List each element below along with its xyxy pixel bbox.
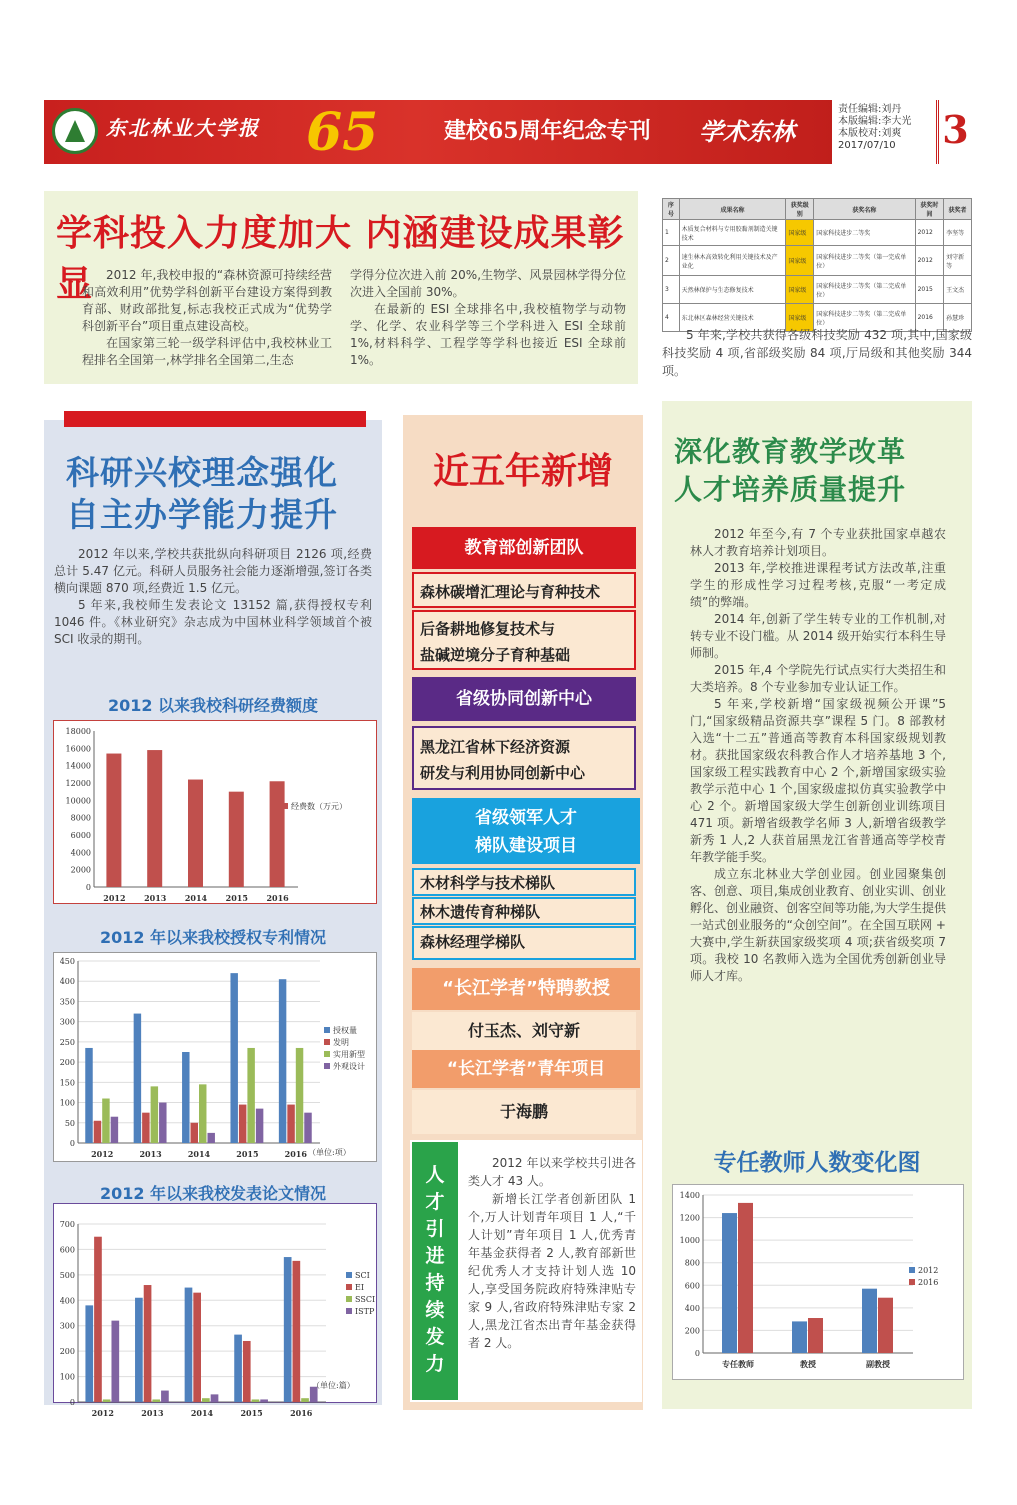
- top-article: [44, 191, 638, 384]
- legend-label: 发明: [333, 1038, 349, 1047]
- bar: [279, 979, 286, 1143]
- center-title: 省级协同创新中心: [412, 677, 636, 721]
- bar: [134, 1014, 141, 1143]
- chart1-title: 2012 以来我校科研经费额度: [107, 696, 319, 715]
- leader-item-3: 森林经理学梯队: [412, 926, 636, 960]
- masthead: [44, 100, 972, 164]
- legend-label: ISTP: [355, 1307, 375, 1316]
- legend-swatch: [324, 1051, 330, 1057]
- bar: [182, 1052, 189, 1143]
- legend-label: 授权量: [333, 1026, 357, 1035]
- special-issue-title: 建校65周年纪念专刊: [444, 118, 651, 144]
- y-tick-label: 150: [59, 1078, 75, 1088]
- x-tick-label: 2014: [187, 1149, 211, 1159]
- legend-swatch: [324, 1063, 330, 1069]
- bar: [193, 1293, 201, 1402]
- leader-item-2: 林木遗传育种梯队: [412, 897, 636, 925]
- university-logo-icon: [52, 108, 98, 154]
- bar: [229, 792, 244, 887]
- y-tick-label: 4000: [70, 848, 91, 858]
- table-row: 3 天然林保护与生态修复技术 国家级 国家科技进步二等奖（第二完成单位） 2015 王文杰: [663, 276, 972, 304]
- bar: [230, 973, 237, 1143]
- bar: [135, 1298, 143, 1402]
- y-tick-label: 1400: [679, 1191, 700, 1200]
- chart2-patents: [53, 952, 377, 1162]
- bar: [738, 1203, 753, 1353]
- bar: [151, 1086, 158, 1143]
- chart3-papers: [53, 1203, 377, 1418]
- bar: [722, 1213, 737, 1353]
- bar: [111, 1117, 118, 1143]
- legend-swatch: [346, 1284, 352, 1290]
- x-tick-label: 2013: [141, 1408, 164, 1418]
- page-number: 3: [936, 100, 972, 164]
- legend-label: 经费数（万元）: [291, 802, 347, 811]
- bar: [191, 1123, 198, 1143]
- bar: [102, 1099, 109, 1143]
- bar: [296, 1048, 303, 1143]
- bar: [185, 1288, 193, 1402]
- bar: [878, 1298, 893, 1353]
- x-tick-label: 专任教师: [722, 1359, 754, 1369]
- leader-title: 省级领军人才 梯队建设项目: [412, 798, 640, 864]
- y-tick-label: 12000: [65, 779, 91, 788]
- left-article-text: 2012 年以来,学校共获批纵向科研项目 2126 项,经费总计 5.47 亿元。科研人员服务社会能力逐渐增强,签订各类横向课题 870 项,经费近 1.5 亿元。 5 年来,我校师生发表论文 13152 篇,获得授权专利 1046 件。《林业研究》杂志成为中国林业科学领域首个被 SCI 收录的期刊。: [54, 547, 372, 646]
- x-tick-label: 2012: [91, 1408, 114, 1418]
- x-tick-label: 2013: [144, 893, 167, 903]
- bar: [202, 1398, 210, 1402]
- chart2-title: 2012 年以来我校授权专利情况: [99, 928, 327, 947]
- legend-label: EI: [355, 1283, 364, 1292]
- bar: [144, 1285, 152, 1402]
- y-tick-label: 2000: [70, 865, 91, 875]
- paper-name: 东北林业大学报: [106, 116, 260, 140]
- award-table-header: 序号 成果名称 获奖级别 获奖名称 获奖时间 获奖者: [663, 199, 972, 220]
- bar: [301, 1398, 309, 1402]
- bar: [103, 1399, 111, 1402]
- chart4-title: 专任教师人数变化图: [713, 1149, 921, 1176]
- red-divider-bar: [64, 411, 366, 427]
- x-tick-label: 2016: [266, 893, 289, 903]
- talent-vertical-title: 人才引进持续发力: [412, 1142, 458, 1400]
- y-tick-label: 50: [64, 1118, 75, 1128]
- changjiang-youth-title: “长江学者”青年项目: [412, 1050, 640, 1088]
- y-tick-label: 18000: [65, 727, 91, 736]
- x-tick-label: 2014: [184, 893, 208, 903]
- right-headline: 深化教育教学改革 人才培养质量提升: [674, 435, 907, 506]
- legend-swatch: [909, 1267, 915, 1273]
- legend-label: 2016: [918, 1278, 939, 1287]
- legend-swatch: [346, 1296, 352, 1302]
- y-tick-label: 400: [59, 1296, 75, 1306]
- bar: [85, 1048, 92, 1143]
- y-tick-label: 100: [59, 1372, 75, 1382]
- y-tick-label: 8000: [70, 813, 91, 823]
- bar: [207, 1133, 214, 1143]
- y-tick-label: 1200: [679, 1213, 700, 1223]
- bar: [256, 1109, 263, 1143]
- y-tick-label: 700: [59, 1220, 75, 1229]
- chart1-funding: [53, 720, 377, 904]
- left-headline: 科研兴校理念强化 自主办学能力提升: [66, 453, 338, 534]
- legend-swatch: [324, 1027, 330, 1033]
- y-tick-label: 200: [59, 1058, 75, 1068]
- bar: [304, 1113, 311, 1143]
- x-tick-label: 教授: [800, 1359, 816, 1369]
- legend-swatch: [346, 1272, 352, 1278]
- legend-swatch: [346, 1308, 352, 1314]
- bar: [862, 1289, 877, 1353]
- bar: [142, 1113, 149, 1143]
- team-title: 教育部创新团队: [412, 527, 636, 569]
- top-article-col1: 2012 年,我校申报的“森林资源可持续经营和高效利用”优势学科创新平台建设方案得到教育部、财政部批复,标志我校正式成为“优势学科创新平台”项目重点建设高校。 在国家第三轮一级学科评估中,我校林业工程排名全国第一,林学排名全国第二,生态: [82, 268, 332, 367]
- y-tick-label: 200: [59, 1347, 75, 1357]
- y-tick-label: 400: [684, 1303, 700, 1313]
- y-tick-label: 0: [69, 1139, 75, 1148]
- x-tick-label: 2016: [290, 1408, 313, 1418]
- bar: [199, 1084, 206, 1143]
- legend-swatch: [282, 803, 288, 809]
- bar: [234, 1335, 242, 1402]
- table-row: 4 东北林区森林经营关键技术 国家级 国家科技进步二等奖（第二完成单位） 2016 孙慧珍: [663, 304, 972, 332]
- center-items: 黑龙江省林下经济资源 研发与利用协同创新中心: [412, 726, 636, 790]
- talent-box: [410, 1140, 642, 1402]
- y-tick-label: 1000: [679, 1236, 700, 1246]
- changjiang-title: “长江学者”特聘教授: [412, 968, 640, 1010]
- legend-label: SSCI: [355, 1295, 376, 1304]
- x-tick-label: 副教授: [866, 1359, 890, 1369]
- chart3-title: 2012 年以来我校发表论文情况: [99, 1184, 327, 1203]
- y-tick-label: 16000: [65, 744, 91, 754]
- legend-swatch: [909, 1279, 915, 1285]
- x-tick-label: 2012: [103, 893, 126, 903]
- bar: [94, 1121, 101, 1143]
- y-tick-label: 350: [59, 997, 75, 1007]
- y-tick-label: 300: [59, 1017, 75, 1027]
- x-tick-label: 2015: [225, 893, 248, 903]
- x-tick-label: 2014: [190, 1408, 214, 1418]
- y-tick-label: 200: [684, 1326, 700, 1336]
- bar: [270, 781, 285, 887]
- award-table: [662, 198, 972, 332]
- y-tick-label: 600: [684, 1281, 700, 1291]
- x-tick-label: 2012: [91, 1149, 114, 1159]
- bar: [159, 1103, 166, 1143]
- x-tick-label: 2015: [240, 1408, 263, 1418]
- y-tick-label: 10000: [65, 796, 91, 806]
- bar: [243, 1341, 251, 1402]
- bar: [152, 1399, 160, 1402]
- editor-credits: 责任编辑:刘丹 本版编辑:李大光 本版校对:刘爽 2017/07/10: [832, 100, 936, 164]
- x-tick-label: 2016: [284, 1149, 307, 1159]
- bar: [147, 750, 162, 887]
- y-tick-label: 100: [59, 1098, 75, 1108]
- bar: [239, 1105, 246, 1143]
- team-item-1: 森林碳增汇理论与育种技术: [412, 572, 636, 608]
- chart4-teachers: [672, 1184, 964, 1380]
- x-tick-label: 2013: [139, 1149, 162, 1159]
- y-tick-label: 500: [59, 1270, 75, 1280]
- legend-label: SCI: [355, 1271, 370, 1280]
- bar: [106, 754, 121, 887]
- bar: [161, 1391, 169, 1402]
- leader-item-1: 木材科学与技术梯队: [412, 868, 636, 896]
- bar: [94, 1237, 102, 1402]
- bar: [287, 1105, 294, 1143]
- y-tick-label: 400: [59, 977, 75, 987]
- table-row: 2 速生林木高效转化利用关键技术及产业化 国家级 国家科技进步二等奖（第一完成单位） 2012 刘守新等: [663, 246, 972, 276]
- bar: [284, 1257, 292, 1402]
- legend-label: 实用新型: [333, 1050, 365, 1059]
- y-tick-label: 600: [59, 1245, 75, 1255]
- top-headline: 学科投入力度加大 内涵建设成果彰显: [56, 212, 625, 305]
- table-row: 1 木质复合材料与专用胶黏剂制造关键技术 国家级 国家科技进步二等奖 2012 李坚等: [663, 220, 972, 246]
- bar: [260, 1399, 268, 1402]
- y-tick-label: 0: [694, 1349, 700, 1358]
- bar: [293, 1261, 301, 1402]
- right-article-text: 2012 年至今,有 7 个专业获批国家卓越农林人才教育培养计划项目。 2013 年,学校推进课程考试方法改革,注重学生的形成性学习过程考核,克服“一考定成绩”的弊端。 2014 年,创新了学生转专业的工作机制,对转专业不设门槛。从 2014 级开始实行本科生导师制。 2015 年,4 个学院先行试点实行大类招生和大类培养。8 个专业参加专业认证工作。 5 年来,学校新增“国家级视频公开课”5 门,“国家级精品资源共享”课程 5 门。8 部教材入选“十二五”普通高等教育本科国家级规划教材。获批国家级农科教合作人才培养基地 3 个,国家级工程实践教育中心 2 个,新增国家级实验教学示范中心 1 个,国家级虚拟仿真实验教学中心 2 个。新增国家级大学生创新创业训练项目 471 项。新增省级教学名师 3 人,新增省级教学新秀 1 人,2 人获首届黑龙江省普通高等学校青年教学能手奖。 成立东北林业大学创业园。创业园聚集创客、创意、项目,集成创业教育、创业实训、创业孵化、创业融资、创客空间等功能,为大学生提供一站式创业服务的“众创空间”。在全国互联网 + 大赛中,学生新获国家级奖项 4 项;获省级奖项 7 项。我校 10 名教师入选为全国优秀创新创业导师人才库。: [690, 527, 946, 983]
- changjiang-youth-name: 于海鹏: [412, 1090, 636, 1134]
- bar: [792, 1321, 807, 1353]
- unit-note: （单位:篇）: [312, 1381, 355, 1390]
- talent-text: 2012 年以来学校共引进各类人才 43 人。 新增长江学者创新团队 1 个,万人计划青年项目 1 人,“千人计划”青年项目 1 人,优秀青年基金获得者 2 人,教育部新世纪优秀人才支持计划人选 10 人,享受国务院政府特殊津贴专家 9 人,省政府特殊津贴专家 2 人,黑龙江省杰出青年基金获得者 2 人。: [468, 1156, 636, 1350]
- bar: [211, 1394, 219, 1402]
- top-article-col2: 学得分位次进入前 20%,生物学、风景园林学得分位次进入全国前 30%。 在最新的 ESI 全球排名中,我校植物学与动物学、化学、农业科学等三个学科进入 ESI 全球前 1%,材料科学、工程学等学科也接近 ESI 全球前 1%。: [350, 268, 626, 367]
- bar: [247, 1048, 254, 1143]
- anniversary-number: 65: [306, 102, 379, 163]
- bar: [188, 780, 203, 887]
- y-tick-label: 450: [59, 957, 75, 966]
- middle-headline: 近五年新增: [432, 450, 613, 492]
- section-name: 学术东林: [699, 117, 795, 146]
- y-tick-label: 300: [59, 1321, 75, 1331]
- legend-label: 外观设计: [333, 1062, 365, 1071]
- unit-note: （单位:项）: [308, 1148, 351, 1157]
- y-tick-label: 0: [69, 1398, 75, 1407]
- changjiang-names: 付玉杰、刘守新: [412, 1012, 636, 1050]
- y-tick-label: 6000: [70, 831, 91, 840]
- x-tick-label: 2015: [236, 1149, 259, 1159]
- y-tick-label: 250: [59, 1037, 75, 1047]
- team-item-2: 后备耕地修复技术与 盐碱逆境分子育种基础: [412, 610, 636, 670]
- y-tick-label: 800: [684, 1258, 700, 1268]
- y-tick-label: 14000: [65, 761, 91, 771]
- legend-label: 2012: [918, 1266, 939, 1275]
- legend-swatch: [324, 1039, 330, 1045]
- bar: [808, 1318, 823, 1353]
- y-tick-label: 0: [85, 883, 91, 892]
- bar: [111, 1321, 119, 1402]
- bar: [252, 1399, 260, 1402]
- bar: [85, 1305, 93, 1402]
- awards-summary: 5 年来,学校共获得各级科技奖励 432 项,其中,国家级科技奖励 4 项,省部级奖励 84 项,厅局级和其他奖励 344 项。: [662, 328, 972, 378]
